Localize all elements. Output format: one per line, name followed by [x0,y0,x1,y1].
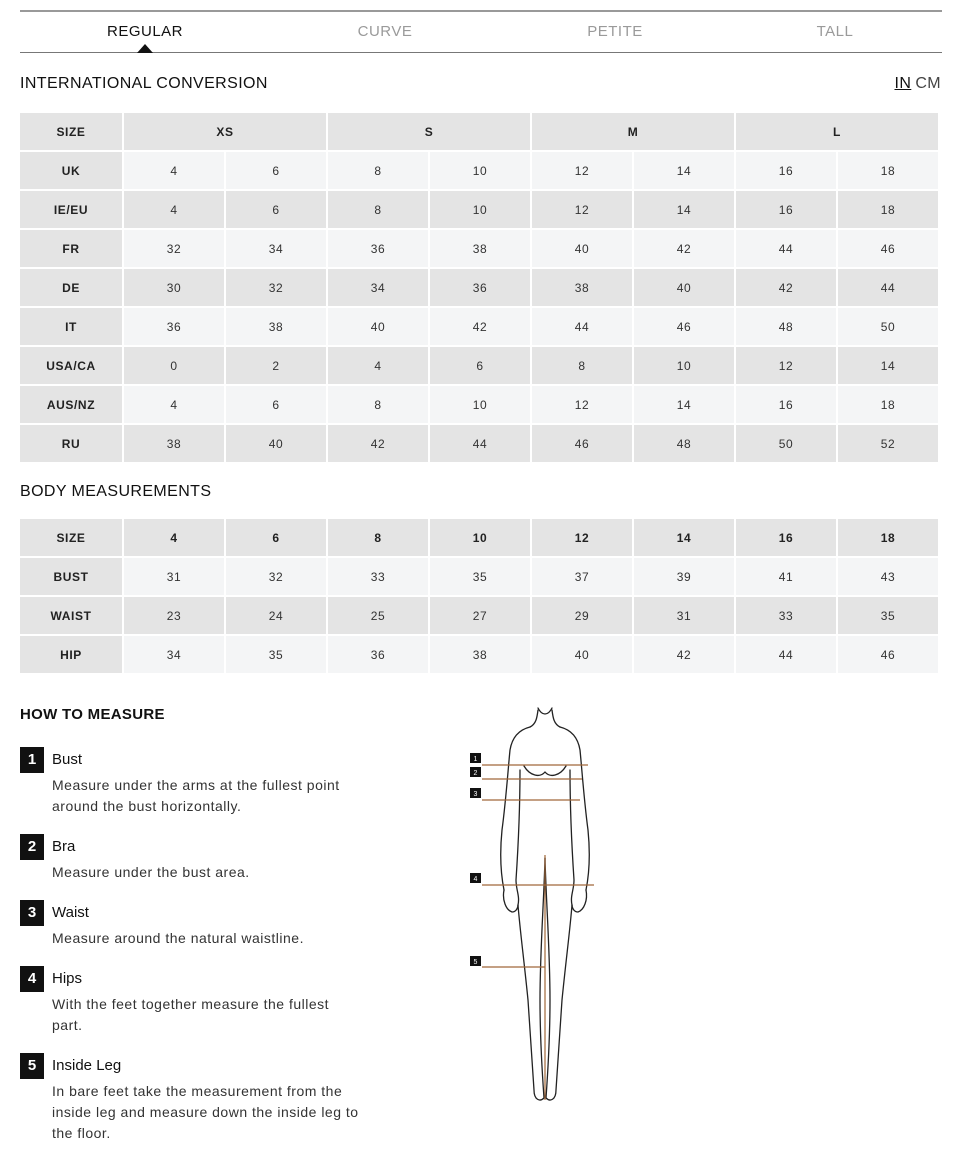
table-cell: 34 [328,269,428,306]
table-cell: 31 [124,558,224,595]
table-cell: 38 [430,636,530,673]
table-cell: 36 [328,636,428,673]
table-cell: 29 [532,597,632,634]
row-label: UK [20,152,122,189]
table-cell: 12 [736,347,836,384]
table-cell: 32 [226,558,326,595]
how-to-measure-title: HOW TO MEASURE [20,706,165,723]
table-cell: 35 [226,636,326,673]
step-bra [20,834,380,884]
table-cell: 40 [226,425,326,462]
step-title: Bra [52,838,76,855]
step-description: With the feet together measure the fullest part. [52,996,330,1033]
row-label: DE [20,269,122,306]
table-cell: 16 [736,191,836,228]
row-label: RU [20,425,122,462]
table-row [20,191,938,228]
header-cell: 10 [430,519,530,556]
table-cell: 10 [430,152,530,189]
header-cell: M [532,113,734,150]
table-cell: 38 [124,425,224,462]
row-label: HIP [20,636,122,673]
table-cell: 38 [532,269,632,306]
table-row [20,386,938,423]
table-row [20,597,938,634]
step-number-badge: 5 [20,1053,44,1079]
marker-1-label: 1 [473,756,478,763]
table-cell: 12 [532,386,632,423]
table-cell: 40 [634,269,734,306]
table-cell: 42 [736,269,836,306]
table-cell: 46 [634,308,734,345]
table-cell: 35 [430,558,530,595]
table-cell: 18 [838,191,938,228]
table-cell: 4 [124,152,224,189]
table-row [20,636,938,673]
step-number-badge: 4 [20,966,44,992]
table-cell: 43 [838,558,938,595]
table-cell: 14 [838,347,938,384]
table-cell: 38 [430,230,530,267]
row-label: BUST [20,558,122,595]
table-cell: 6 [430,347,530,384]
table-cell: 18 [838,152,938,189]
table-cell: 8 [532,347,632,384]
table-cell: 10 [634,347,734,384]
active-tab-indicator [137,44,153,53]
step-hips [20,966,380,1036]
header-cell: 16 [736,519,836,556]
header-cell: SIZE [20,519,122,556]
step-title: Hips [52,970,83,987]
table-cell: 16 [736,386,836,423]
step-bust [20,747,380,817]
table-cell: 36 [430,269,530,306]
table-cell: 8 [328,386,428,423]
header-cell: 14 [634,519,734,556]
step-inside-leg [20,1053,380,1148]
row-label: IE/EU [20,191,122,228]
size-range-tabs [20,10,942,53]
table-cell: 40 [328,308,428,345]
header-cell: 12 [532,519,632,556]
conversion-table [18,111,940,464]
table-cell: 37 [532,558,632,595]
table-header-row [20,113,938,150]
table-cell: 32 [226,269,326,306]
table-row [20,347,938,384]
table-cell: 12 [532,152,632,189]
table-cell: 4 [328,347,428,384]
table-cell: 10 [430,191,530,228]
table-cell: 34 [226,230,326,267]
table-cell: 34 [124,636,224,673]
body-measurements-title: BODY MEASUREMENTS [20,483,212,500]
row-label: USA/CA [20,347,122,384]
table-cell: 35 [838,597,938,634]
table-row [20,558,938,595]
table-cell: 52 [838,425,938,462]
table-cell: 27 [430,597,530,634]
table-cell: 33 [328,558,428,595]
table-cell: 14 [634,386,734,423]
table-cell: 41 [736,558,836,595]
table-cell: 23 [124,597,224,634]
table-cell: 48 [634,425,734,462]
table-cell: 40 [532,636,632,673]
marker-3-label: 3 [473,791,478,798]
table-row [20,269,938,306]
table-cell: 48 [736,308,836,345]
header-cell: XS [124,113,326,150]
unit-toggle [895,75,942,93]
tab-regular[interactable]: REGULAR [106,23,184,40]
table-cell: 33 [736,597,836,634]
table-cell: 44 [736,636,836,673]
table-cell: 40 [532,230,632,267]
measurement-lines [482,765,594,1100]
table-row [20,152,938,189]
table-cell: 50 [838,308,938,345]
table-cell: 8 [328,191,428,228]
table-cell: 39 [634,558,734,595]
row-label: WAIST [20,597,122,634]
header-cell: 8 [328,519,428,556]
header-cell: S [328,113,530,150]
table-cell: 4 [124,386,224,423]
tab-tall[interactable]: TALL [816,23,854,40]
marker-2-label: 2 [473,770,478,777]
table-row [20,230,938,267]
table-cell: 18 [838,386,938,423]
step-title: Bust [52,751,83,768]
step-number-badge: 2 [20,834,44,860]
step-number-badge: 1 [20,747,44,773]
table-cell: 2 [226,347,326,384]
table-cell: 36 [124,308,224,345]
row-label: AUS/NZ [20,386,122,423]
step-description: Measure under the arms at the fullest point around the bust horizontally. [52,777,340,814]
step-number-badge: 3 [20,900,44,926]
table-header-row [20,519,938,556]
table-cell: 0 [124,347,224,384]
row-label: IT [20,308,122,345]
step-title: Inside Leg [52,1057,122,1074]
header-cell: 18 [838,519,938,556]
table-row [20,308,938,345]
table-cell: 16 [736,152,836,189]
table-cell: 42 [634,636,734,673]
figure-markers [470,753,481,966]
header-cell: SIZE [20,113,122,150]
step-title: Waist [52,904,89,921]
tab-petite[interactable]: PETITE [587,23,643,40]
table-cell: 44 [532,308,632,345]
body-measurements-table [18,517,940,675]
table-cell: 42 [634,230,734,267]
table-cell: 4 [124,191,224,228]
header-cell: 6 [226,519,326,556]
table-cell: 44 [430,425,530,462]
row-label: FR [20,230,122,267]
table-cell: 44 [736,230,836,267]
marker-4-label: 4 [473,876,478,883]
header-cell: 4 [124,519,224,556]
table-cell: 46 [838,230,938,267]
table-cell: 6 [226,386,326,423]
tab-curve[interactable]: CURVE [357,23,413,40]
table-cell: 25 [328,597,428,634]
conversion-title: INTERNATIONAL CONVERSION [20,75,268,92]
step-description: Measure under the bust area. [52,864,250,880]
step-description: Measure around the natural waistline. [52,930,304,946]
step-description: In bare feet take the measurement from the inside leg and measure down the inside leg to the floor. [52,1083,359,1141]
table-cell: 10 [430,386,530,423]
table-cell: 6 [226,152,326,189]
table-cell: 42 [328,425,428,462]
table-cell: 8 [328,152,428,189]
table-cell: 32 [124,230,224,267]
unit-in-button[interactable]: IN [894,75,912,92]
table-cell: 38 [226,308,326,345]
marker-5-label: 5 [473,959,478,966]
table-cell: 14 [634,152,734,189]
table-cell: 30 [124,269,224,306]
body-figure-illustration [460,700,630,1110]
table-cell: 36 [328,230,428,267]
table-cell: 50 [736,425,836,462]
table-cell: 24 [226,597,326,634]
table-cell: 46 [532,425,632,462]
table-cell: 14 [634,191,734,228]
unit-cm-button[interactable]: CM [915,75,941,92]
table-cell: 6 [226,191,326,228]
header-cell: L [736,113,938,150]
table-cell: 31 [634,597,734,634]
table-cell: 12 [532,191,632,228]
table-cell: 44 [838,269,938,306]
table-cell: 46 [838,636,938,673]
step-waist [20,900,380,950]
table-row [20,425,938,462]
table-cell: 42 [430,308,530,345]
